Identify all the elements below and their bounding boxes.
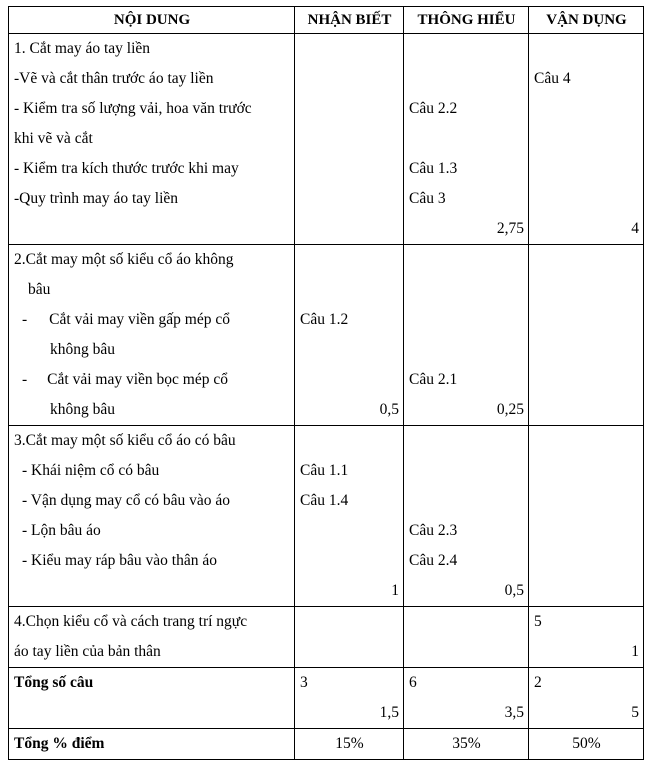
- section-2-recognize-score: 0,5: [379, 401, 399, 418]
- header-row: [9, 7, 644, 34]
- section-3-recognize-q1: Câu 1.1: [300, 462, 349, 479]
- section-1-line-4: -Quy trình may áo tay liền: [14, 190, 178, 207]
- exam-matrix-table: [8, 6, 644, 760]
- total-questions-label-cell: [9, 668, 295, 729]
- section-2-title-b: bâu: [28, 281, 51, 298]
- section-2-item-2a: - Cắt vải may viền bọc mép cổ: [14, 365, 290, 395]
- total-percent-apply: 50%: [529, 729, 644, 760]
- section-4-row: [9, 607, 644, 668]
- section-3-understand: [404, 426, 529, 607]
- section-1-title: 1. Cắt may áo tay liền: [14, 40, 151, 57]
- dash-1: -: [22, 311, 28, 328]
- section-4-title-b: áo tay liền của bản thân: [14, 643, 161, 660]
- section-3-apply: [529, 426, 644, 607]
- section-2-understand: [404, 245, 529, 426]
- header-understand: THÔNG HIỂU: [404, 7, 529, 34]
- total-recognize-count: 3: [300, 674, 308, 691]
- section-4-apply: [529, 607, 644, 668]
- total-apply-score: 5: [631, 704, 639, 721]
- section-2-recognize-q1: Câu 1.2: [300, 311, 349, 328]
- dash-2: -: [22, 371, 28, 388]
- section-4-recognize: [295, 607, 404, 668]
- section-3-line-2: - Vận dụng may cổ có bâu vào áo: [22, 492, 231, 509]
- section-2-title-a: 2.Cắt may một số kiểu cổ áo không: [14, 251, 234, 268]
- header-content: NỘI DUNG: [9, 7, 295, 34]
- total-understand: [404, 668, 529, 729]
- section-3-line-1: - Khái niệm cổ có bâu: [22, 462, 160, 479]
- section-1-apply-score: 4: [631, 220, 639, 237]
- section-4-content: [9, 607, 295, 668]
- section-3-line-4: - Kiểu may ráp bâu vào thân áo: [22, 552, 217, 569]
- section-1-understand-score: 2,75: [496, 220, 524, 237]
- section-3-understand-q1: Câu 2.3: [409, 522, 458, 539]
- total-percent-label: Tổng % điểm: [9, 729, 295, 760]
- section-3-content: [9, 426, 295, 607]
- total-questions-row: [9, 668, 644, 729]
- section-2-row: [9, 245, 644, 426]
- section-3-title: 3.Cắt may một số kiểu cổ áo có bâu: [14, 432, 236, 449]
- section-1-recognize: [295, 34, 404, 245]
- section-3-recognize-q2: Câu 1.4: [300, 492, 349, 509]
- section-1-understand-q2: Câu 1.3: [409, 160, 458, 177]
- section-1-apply-q1: Câu 4: [534, 70, 571, 87]
- section-4-apply-count: 5: [534, 613, 542, 630]
- section-3-row: [9, 426, 644, 607]
- total-understand-count: 6: [409, 674, 417, 691]
- header-recognize: NHẬN BIẾT: [295, 7, 404, 34]
- section-2-recognize: [295, 245, 404, 426]
- total-recognize: [295, 668, 404, 729]
- total-apply-count: 2: [534, 674, 542, 691]
- section-2-understand-score: 0,25: [496, 401, 524, 418]
- section-1-understand-q3: Câu 3: [409, 190, 446, 207]
- section-3-understand-score: 0,5: [504, 582, 524, 599]
- section-2-apply: [529, 245, 644, 426]
- section-1-apply: [529, 34, 644, 245]
- matrix-table-wrapper: [8, 6, 644, 760]
- total-understand-score: 3,5: [504, 704, 524, 721]
- section-2-content: [9, 245, 295, 426]
- section-3-line-3: - Lộn bâu áo: [22, 522, 101, 539]
- total-percent-row: [9, 729, 644, 760]
- section-3-understand-q2: Câu 2.4: [409, 552, 458, 569]
- section-1-understand: [404, 34, 529, 245]
- section-1-content: [9, 34, 295, 245]
- section-1-line-3: - Kiểm tra kích thước trước khi may: [14, 160, 239, 177]
- section-4-apply-score: 1: [631, 643, 639, 660]
- section-1-line-2b: khi vẽ và cắt: [14, 130, 93, 147]
- section-1-line-1: -Vẽ và cắt thân trước áo tay liền: [14, 70, 214, 87]
- section-2-item-1a: - Cắt vải may viền gấp mép cổ: [14, 305, 290, 335]
- section-1-understand-q1: Câu 2.2: [409, 100, 458, 117]
- section-2-item-1b: không bâu: [50, 341, 116, 358]
- total-apply: [529, 668, 644, 729]
- section-4-understand: [404, 607, 529, 668]
- section-2-understand-q1: Câu 2.1: [409, 371, 458, 388]
- total-questions-label: Tổng số câu: [14, 674, 94, 691]
- total-recognize-score: 1,5: [379, 704, 399, 721]
- total-percent-recognize: 15%: [295, 729, 404, 760]
- header-apply: VẬN DỤNG: [529, 7, 644, 34]
- section-3-recognize-score: 1: [391, 582, 399, 599]
- total-percent-understand: 35%: [404, 729, 529, 760]
- section-3-recognize: [295, 426, 404, 607]
- section-1-line-2a: - Kiểm tra số lượng vải, hoa văn trước: [14, 100, 252, 117]
- section-2-item-2b: không bâu: [50, 401, 116, 418]
- section-1-row: [9, 34, 644, 245]
- section-4-title-a: 4.Chọn kiểu cổ và cách trang trí ngực: [14, 613, 248, 630]
